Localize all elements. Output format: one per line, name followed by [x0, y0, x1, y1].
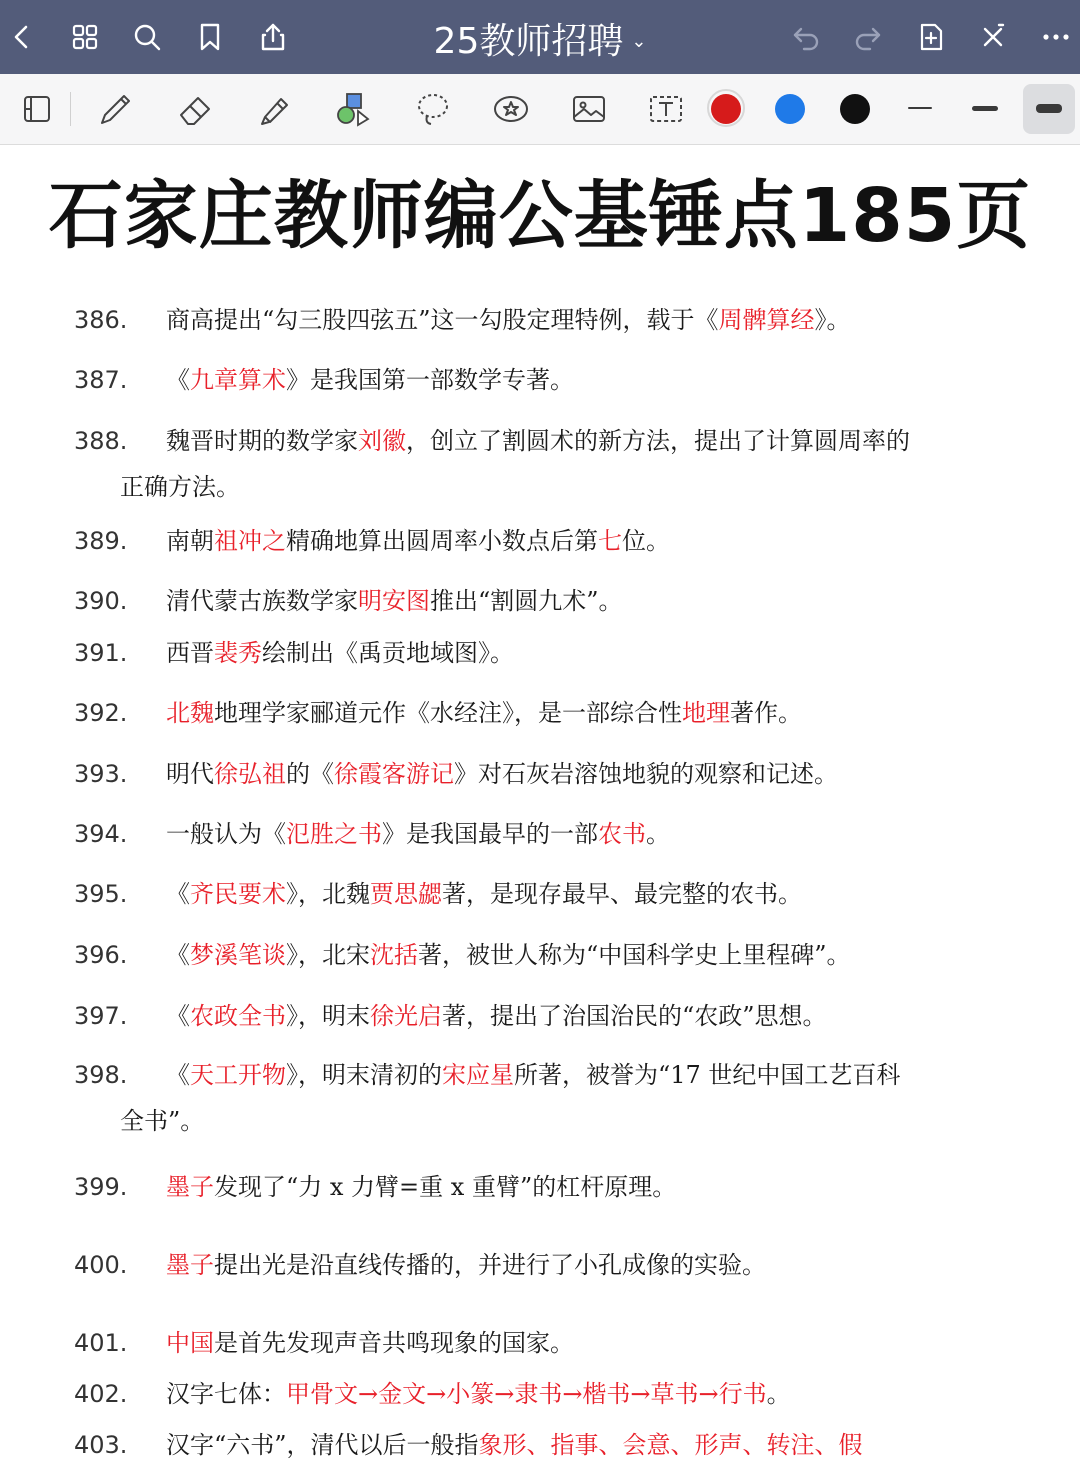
item-number: 398. — [74, 1061, 128, 1089]
item-text — [166, 696, 802, 730]
more-icon[interactable] — [1038, 19, 1074, 55]
highlighted-keyword: 裴秀 — [214, 639, 262, 667]
text-segment: 一般认为《 — [166, 820, 286, 848]
color-swatch-red[interactable] — [711, 94, 741, 124]
item-number: 387. — [74, 366, 128, 394]
item-text — [166, 1326, 574, 1360]
item-number: 397. — [74, 1002, 128, 1030]
text-segment: 全书”。 — [120, 1107, 205, 1135]
text-segment: 》，明末 — [286, 1002, 370, 1030]
highlighted-keyword: 明安图 — [358, 587, 430, 615]
text-segment: ，创立了割圆术的新方法，提出了计算圆周率的 — [406, 427, 910, 455]
page-layout-icon[interactable] — [16, 88, 58, 130]
pen-icon[interactable] — [95, 88, 137, 130]
highlighted-keyword: 墨子 — [166, 1173, 214, 1201]
text-segment: 清代蒙古族数学家 — [166, 587, 358, 615]
text-segment: 精确地算出圆周率小数点后第 — [286, 527, 598, 555]
image-icon[interactable] — [568, 88, 610, 130]
text-segment: 《 — [166, 1061, 190, 1089]
item-number: 403. — [74, 1431, 128, 1459]
add-page-icon[interactable] — [913, 19, 949, 55]
item-text — [166, 1428, 863, 1462]
highlighted-keyword: 中国 — [166, 1329, 214, 1357]
item-text — [166, 999, 827, 1033]
text-segment: 》，北宋 — [286, 941, 370, 969]
item-text — [166, 938, 851, 972]
highlighter-icon[interactable] — [255, 88, 297, 130]
item-number: 395. — [74, 880, 128, 908]
stroke-thick-option[interactable] — [1036, 104, 1062, 113]
text-segment: 南朝 — [166, 527, 214, 555]
item-text — [166, 303, 851, 337]
text-segment: 《 — [166, 366, 190, 394]
item-text — [166, 1377, 791, 1411]
text-segment: 》是我国最早的一部 — [382, 820, 598, 848]
text-segment: 。 — [646, 820, 670, 848]
text-segment: 》。 — [814, 306, 851, 334]
item-text — [166, 636, 514, 670]
text-segment: 绘制出《禹贡地域图》。 — [262, 639, 514, 667]
color-swatch-blue[interactable] — [775, 94, 805, 124]
text-segment: 是首先发现声音共鸣现象的国家。 — [214, 1329, 574, 1357]
item-number: 392. — [74, 699, 128, 727]
item-number: 399. — [74, 1173, 128, 1201]
text-segment: 著作。 — [730, 699, 802, 727]
toolbar-divider — [70, 92, 71, 126]
text-segment: 《 — [166, 1002, 190, 1030]
text-segment: 位。 — [622, 527, 670, 555]
item-number: 390. — [74, 587, 128, 615]
highlighted-keyword: 象形、指事、会意、形声、转注、假 — [478, 1431, 863, 1459]
item-number: 386. — [74, 306, 128, 334]
text-segment: 地理学家郦道元作《水经注》，是一部综合性 — [214, 699, 682, 727]
item-text — [166, 363, 574, 397]
bookmark-icon[interactable] — [192, 19, 228, 55]
text-segment: 著，是现存最早、最完整的农书。 — [442, 880, 802, 908]
highlighted-keyword: 徐霞客游记 — [334, 760, 454, 788]
chevron-down-icon: ⌄ — [631, 30, 647, 52]
highlighted-keyword: 农政全书 — [190, 1002, 286, 1030]
item-text — [166, 817, 670, 851]
highlighted-keyword: 九章算术 — [190, 366, 286, 394]
notebook-title-dropdown[interactable] — [340, 14, 740, 62]
highlighted-keyword: 祖冲之 — [214, 527, 286, 555]
text-segment: 》是我国第一部数学专著。 — [286, 366, 574, 394]
text-segment: 《 — [166, 880, 190, 908]
document-title: 石家庄教师编公基锤点185页 — [48, 173, 1032, 259]
highlighted-keyword: 刘徽 — [358, 427, 406, 455]
close-icon[interactable] — [975, 19, 1011, 55]
item-text-continued — [120, 470, 240, 504]
item-text-continued — [120, 1104, 204, 1138]
text-segment: 。 — [766, 1380, 791, 1408]
grid-icon[interactable] — [67, 19, 103, 55]
highlighted-keyword: 七 — [598, 527, 622, 555]
color-swatch-black[interactable] — [840, 94, 870, 124]
textbox-icon[interactable] — [645, 88, 687, 130]
highlighted-keyword: 贾思勰 — [370, 880, 442, 908]
item-text — [166, 424, 910, 458]
highlighted-keyword: 徐弘祖 — [214, 760, 286, 788]
undo-icon[interactable] — [788, 19, 824, 55]
highlighted-keyword: 农书 — [598, 820, 646, 848]
highlighted-keyword: 氾胜之书 — [286, 820, 382, 848]
text-segment: 提出光是沿直线传播的，并进行了小孔成像的实验。 — [214, 1251, 766, 1279]
highlighted-keyword: 宋应星 — [442, 1061, 514, 1089]
text-segment: 的《 — [286, 760, 334, 788]
text-segment: 》，北魏 — [286, 880, 370, 908]
text-segment: 明代 — [166, 760, 214, 788]
stroke-medium-option[interactable] — [972, 106, 998, 111]
highlighted-keyword: 墨子 — [166, 1251, 214, 1279]
highlighted-keyword: 甲骨文→金文→小篆→隶书→楷书→草书→行书 — [286, 1380, 767, 1408]
text-segment: 著，被世人称为“中国科学史上里程碑”。 — [418, 941, 851, 969]
text-segment: 所著，被誉为“17 世纪中国工艺百科 — [514, 1061, 901, 1089]
item-text — [166, 877, 802, 911]
text-segment: 汉字“六书”，清代以后一般指 — [166, 1431, 479, 1459]
text-segment: 西晋 — [166, 639, 214, 667]
redo-icon[interactable] — [850, 19, 886, 55]
item-number: 391. — [74, 639, 128, 667]
text-segment: 正确方法。 — [120, 473, 240, 501]
item-number: 396. — [74, 941, 128, 969]
item-text — [166, 584, 623, 618]
highlighted-keyword: 周髀算经 — [718, 306, 815, 334]
eraser-icon[interactable] — [175, 88, 217, 130]
item-number: 402. — [74, 1380, 128, 1408]
item-number: 394. — [74, 820, 128, 848]
drawing-toolbar — [0, 74, 1080, 145]
share-icon[interactable] — [255, 19, 291, 55]
highlighted-keyword: 天工开物 — [190, 1061, 286, 1089]
item-number: 400. — [74, 1251, 128, 1279]
search-icon[interactable] — [129, 19, 165, 55]
item-number: 388. — [74, 427, 128, 455]
item-number: 401. — [74, 1329, 128, 1357]
highlighted-keyword: 地理 — [682, 699, 730, 727]
highlighted-keyword: 梦溪笔谈 — [190, 941, 286, 969]
highlighted-keyword: 北魏 — [166, 699, 214, 727]
stroke-thin-option[interactable] — [908, 107, 932, 109]
sticker-icon[interactable] — [490, 88, 532, 130]
item-text — [166, 1248, 766, 1282]
text-segment: 魏晋时期的数学家 — [166, 427, 358, 455]
back-icon[interactable] — [4, 19, 40, 55]
text-segment: 商高提出“勾三股四弦五”这一勾股定理特例，载于《 — [166, 306, 719, 334]
text-segment: 》，明末清初的 — [286, 1061, 442, 1089]
text-segment: 》对石灰岩溶蚀地貌的观察和记述。 — [454, 760, 838, 788]
item-number: 389. — [74, 527, 128, 555]
item-text — [166, 757, 838, 791]
item-text — [166, 1170, 676, 1204]
highlighted-keyword: 齐民要术 — [190, 880, 286, 908]
top-navigation-bar — [0, 0, 1080, 74]
text-segment: 汉字七体： — [166, 1380, 286, 1408]
text-segment: 著，提出了治国治民的“农政”思想。 — [442, 1002, 827, 1030]
shapes-icon[interactable] — [333, 88, 375, 130]
text-segment: 推出“割圆九术”。 — [430, 587, 623, 615]
lasso-icon[interactable] — [412, 88, 454, 130]
item-text — [166, 1058, 900, 1092]
text-segment: 《 — [166, 941, 190, 969]
notebook-title: 25教师招聘 — [433, 20, 624, 62]
highlighted-keyword: 沈括 — [370, 941, 418, 969]
item-text — [166, 524, 670, 558]
item-number: 393. — [74, 760, 128, 788]
text-segment: 发现了“力 x 力臂=重 x 重臂”的杠杆原理。 — [214, 1173, 677, 1201]
highlighted-keyword: 徐光启 — [370, 1002, 442, 1030]
